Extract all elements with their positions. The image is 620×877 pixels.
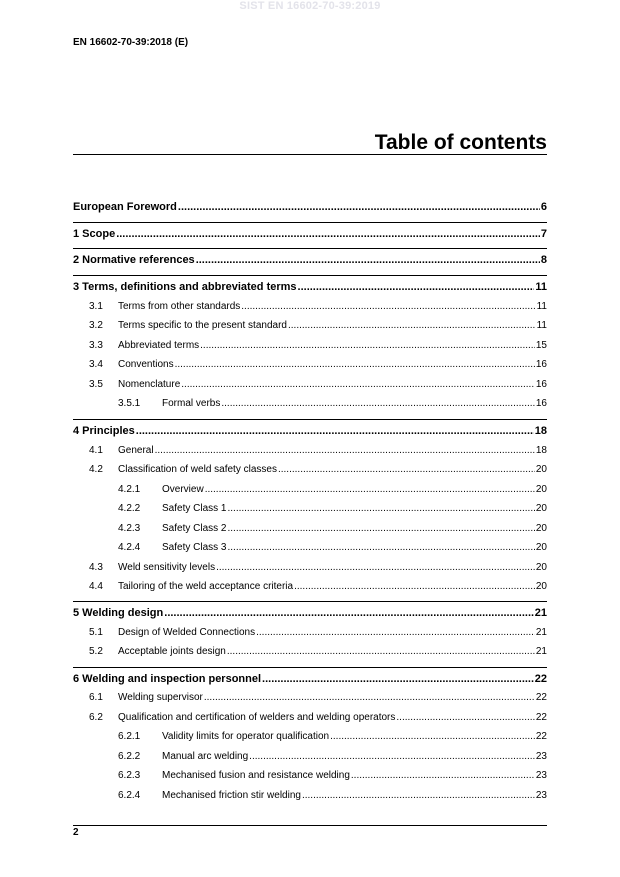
toc-entry-page: 8 [540, 254, 547, 266]
toc-entry[interactable] [73, 253, 547, 267]
toc-entry[interactable] [89, 580, 547, 593]
toc-entry-page: 22 [535, 692, 547, 703]
toc-entry-page: 11 [536, 320, 547, 331]
section-divider [73, 419, 547, 420]
toc-dot-leader [227, 522, 534, 535]
toc-entry[interactable] [118, 750, 547, 763]
toc-entry-number: 4.1 [89, 445, 103, 456]
toc-entry[interactable] [89, 691, 547, 704]
toc-entry-title: Tailoring of the weld acceptance criteria [118, 581, 294, 592]
toc-entry-number: 3.5.1 [118, 398, 141, 409]
toc-entry[interactable] [89, 319, 547, 332]
toc-entry[interactable] [89, 339, 547, 352]
toc-entry-number: 4.2.3 [118, 523, 141, 534]
toc-entry-page: 7 [540, 228, 547, 240]
toc-entry-page: 15 [535, 340, 547, 351]
toc-entry-page: 18 [534, 425, 547, 437]
toc-entry[interactable] [118, 789, 547, 802]
toc-entry-title: Terms specific to the present standard [118, 320, 287, 331]
toc-entry-title: Manual arc welding [162, 751, 249, 762]
toc-dot-leader [204, 691, 535, 704]
toc-entry-number: 3.1 [89, 301, 103, 312]
toc-entry[interactable] [118, 522, 547, 535]
section-divider [73, 667, 547, 668]
toc-entry-title: Mechanised fusion and resistance welding [162, 770, 350, 781]
toc-entry-number: 4.2.2 [118, 503, 141, 514]
toc-entry[interactable] [118, 730, 547, 743]
toc-entry[interactable] [89, 358, 547, 371]
toc-entry-number: 3.3 [89, 340, 103, 351]
toc-entry-page: 22 [535, 712, 547, 723]
toc-entry-title: Formal verbs [162, 398, 221, 409]
toc-dot-leader [227, 541, 534, 554]
toc-entry[interactable] [118, 483, 547, 496]
toc-entry-page: 20 [535, 523, 547, 534]
toc-entry-page: 16 [535, 379, 547, 390]
toc-dot-leader [136, 424, 534, 438]
toc-dot-leader [200, 339, 535, 352]
toc-entry-page: 20 [535, 542, 547, 553]
toc-dot-leader [196, 253, 540, 267]
section-divider [73, 248, 547, 249]
toc-entry-number: 4.2 [89, 464, 103, 475]
toc-entry-number: 4.4 [89, 581, 103, 592]
toc-entry-title: Overview [162, 484, 204, 495]
toc-entry-page: 23 [535, 751, 547, 762]
toc-entry-number: 3.5 [89, 379, 103, 390]
toc-entry[interactable] [118, 397, 547, 410]
watermark-text: SIST EN 16602-70-39:2019 [239, 0, 381, 12]
toc-dot-leader [294, 580, 535, 593]
toc-entry-title: Abbreviated terms [118, 340, 200, 351]
toc-entry[interactable] [73, 606, 547, 620]
toc-entry-number: 4.2.4 [118, 542, 141, 553]
toc-dot-leader [298, 280, 535, 294]
toc-entry-title: 4 Principles [73, 425, 135, 437]
toc-entry-page: 20 [535, 581, 547, 592]
toc-entry-page: 21 [535, 627, 547, 638]
toc-entry-title: 5 Welding design [73, 607, 164, 619]
toc-entry[interactable] [89, 444, 547, 457]
toc-entry-number: 4.3 [89, 562, 103, 573]
toc-dot-leader [256, 626, 535, 639]
document-id: EN 16602-70-39:2018 (E) [73, 37, 189, 48]
page-number: 2 [73, 827, 79, 838]
toc-entry-title: Conventions [118, 359, 174, 370]
toc-dot-leader [227, 502, 534, 515]
toc-entry-number: 4.2.1 [118, 484, 141, 495]
toc-dot-leader [302, 789, 535, 802]
toc-entry-title: General [118, 445, 154, 456]
page-title: Table of contents [374, 131, 547, 154]
toc-entry[interactable] [118, 502, 547, 515]
toc-entry[interactable] [73, 280, 547, 294]
toc-dot-leader [351, 769, 535, 782]
toc-dot-leader [155, 444, 535, 457]
toc-dot-leader [288, 319, 536, 332]
toc-entry-page: 23 [535, 770, 547, 781]
toc-entry[interactable] [73, 424, 547, 438]
section-divider [73, 222, 547, 223]
toc-entry-title: Weld sensitivity levels [118, 562, 216, 573]
toc-dot-leader [164, 606, 533, 620]
toc-entry[interactable] [118, 769, 547, 782]
toc-entry-number: 6.2.4 [118, 790, 141, 801]
toc-entry-title: Safety Class 2 [162, 523, 227, 534]
toc-dot-leader [330, 730, 535, 743]
toc-entry-title: 6 Welding and inspection personnel [73, 673, 262, 685]
toc-entry-page: 20 [535, 503, 547, 514]
toc-entry[interactable] [89, 378, 547, 391]
toc-dot-leader [205, 483, 535, 496]
toc-entry-number: 5.2 [89, 646, 103, 657]
toc-entry-page: 16 [535, 398, 547, 409]
toc-entry[interactable] [73, 200, 547, 214]
toc-entry[interactable] [89, 463, 547, 476]
toc-entry-title: Terms from other standards [118, 301, 241, 312]
toc-dot-leader [221, 397, 535, 410]
toc-entry-page: 21 [535, 646, 547, 657]
toc-dot-leader [178, 200, 540, 214]
toc-entry-title: 2 Normative references [73, 254, 195, 266]
toc-entry-title: Design of Welded Connections [118, 627, 256, 638]
toc-dot-leader [249, 750, 535, 763]
toc-entry-page: 20 [535, 464, 547, 475]
toc-entry-title: Nomenclature [118, 379, 181, 390]
toc-entry[interactable] [89, 300, 547, 313]
toc-dot-leader [227, 645, 535, 658]
toc-dot-leader [116, 227, 540, 241]
toc-entry-number: 6.2.1 [118, 731, 141, 742]
toc-entry-title: 3 Terms, definitions and abbreviated terms [73, 281, 297, 293]
toc-dot-leader [175, 358, 535, 371]
toc-entry[interactable] [73, 672, 547, 686]
toc-entry[interactable] [89, 645, 547, 658]
toc-entry-page: 22 [535, 731, 547, 742]
toc-dot-leader [278, 463, 535, 476]
toc-entry-title: Acceptable joints design [118, 646, 226, 657]
toc-entry-title: Validity limits for operator qualification [162, 731, 330, 742]
toc-entry[interactable] [89, 561, 547, 574]
toc-entry-title: Safety Class 1 [162, 503, 227, 514]
section-divider [73, 275, 547, 276]
toc-entry-title: 1 Scope [73, 228, 116, 240]
toc-entry-title: Qualification and certification of welders and welding operators [118, 712, 396, 723]
toc-dot-leader [396, 711, 534, 724]
toc-dot-leader [181, 378, 535, 391]
toc-entry-title: Safety Class 3 [162, 542, 227, 553]
toc-entry-title: Welding supervisor [118, 692, 203, 703]
toc-entry-page: 11 [536, 301, 547, 312]
toc-dot-leader [262, 672, 534, 686]
toc-entry[interactable] [89, 626, 547, 639]
toc-entry-number: 6.1 [89, 692, 103, 703]
toc-entry-number: 6.2.3 [118, 770, 141, 781]
toc-entry-page: 20 [535, 562, 547, 573]
toc-entry[interactable] [73, 227, 547, 241]
toc-entry-page: 18 [535, 445, 547, 456]
toc-entry-page: 11 [535, 281, 547, 293]
toc-dot-leader [216, 561, 535, 574]
toc-entry-page: 22 [534, 673, 547, 685]
toc-entry-number: 6.2.2 [118, 751, 141, 762]
toc-entry-title: Classification of weld safety classes [118, 464, 277, 475]
toc-entry[interactable] [118, 541, 547, 554]
toc-entry-page: 21 [534, 607, 547, 619]
toc-dot-leader [241, 300, 535, 313]
footer-divider [73, 825, 547, 826]
toc-entry-title: European Foreword [73, 201, 177, 213]
title-divider [73, 154, 547, 155]
toc-entry-page: 23 [535, 790, 547, 801]
toc-entry-page: 16 [535, 359, 547, 370]
toc-entry-page: 20 [535, 484, 547, 495]
toc-entry-number: 3.4 [89, 359, 103, 370]
toc-entry-page: 6 [540, 201, 547, 213]
section-divider [73, 601, 547, 602]
toc-entry-number: 3.2 [89, 320, 103, 331]
toc-entry[interactable] [89, 711, 547, 724]
toc-entry-number: 5.1 [89, 627, 103, 638]
toc-entry-title: Mechanised friction stir welding [162, 790, 301, 801]
toc-entry-number: 6.2 [89, 712, 103, 723]
